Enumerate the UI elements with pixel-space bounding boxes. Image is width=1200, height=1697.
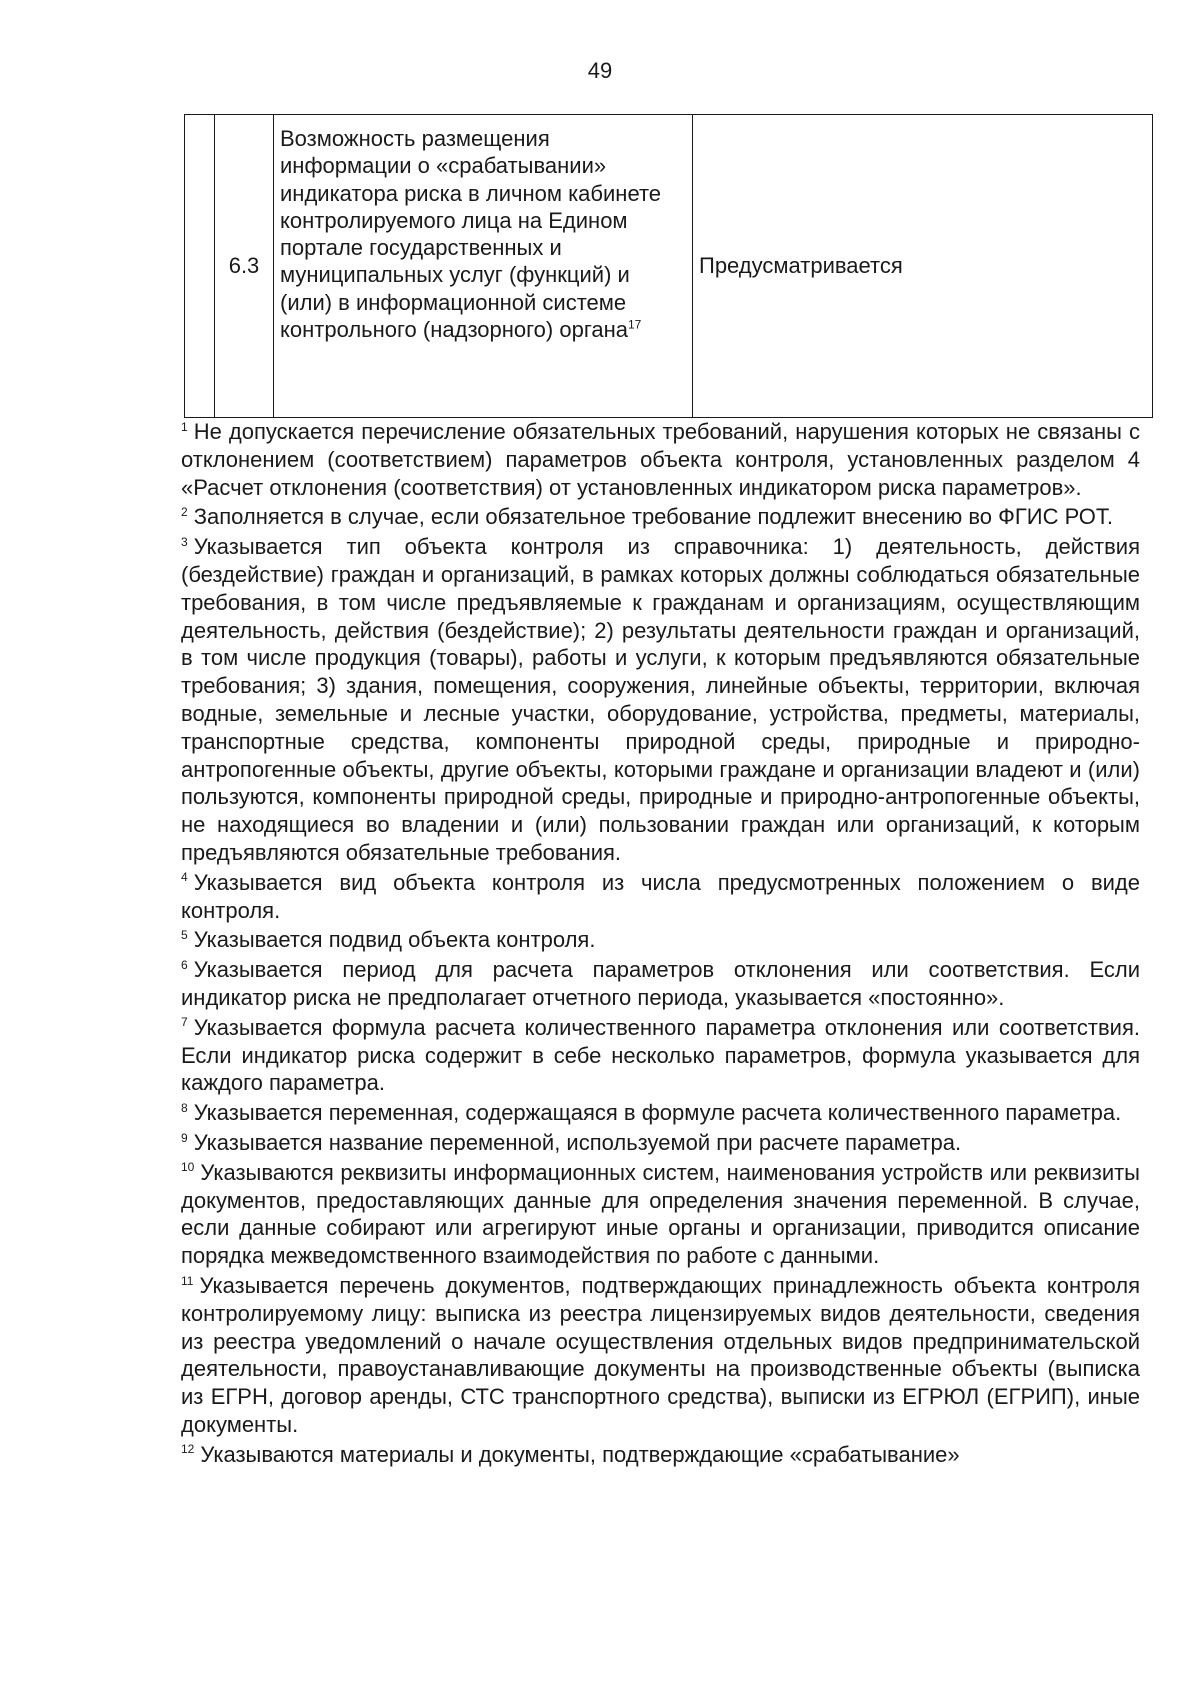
footnote-text: Указывается подвид объекта контроля. <box>193 927 596 953</box>
footnote-text: Указываются реквизиты информационных систем, наименования устройств или реквизиты документов, предоставляющих данные для определения значения переменной. В случае, если данные собирают или агрегируют иные органы и организации, приводится описание порядка межведомственного взаимодействия по работе с данными. <box>181 1159 1140 1269</box>
footnote-text: Не допускается перечисление обязательных требований, нарушения которых не связаны с отклонением (соответствием) параметров объекта контроля, установленных разделом 4 «Расчет отклонения (соответствия) от установленных индикатором риска параметров». <box>181 419 1140 500</box>
footnote-mark: 9 <box>181 1130 188 1145</box>
footnote-text: Указывается период для расчета параметров отклонения или соответствия. Если индикатор риска не предполагает отчетного периода, указывается «постоянно». <box>181 957 1140 1010</box>
footnote <box>181 1441 1140 1469</box>
row-description-note: 17 <box>627 317 642 332</box>
footnote-text: Указывается название переменной, используемой при расчете параметра. <box>193 1129 962 1155</box>
footnote-mark: 3 <box>181 534 188 549</box>
footnote-mark: 2 <box>181 505 188 520</box>
footnote <box>181 1272 1140 1439</box>
table-row <box>185 115 1153 418</box>
footnote-mark: 4 <box>181 870 188 885</box>
footnote-mark: 10 <box>181 1160 195 1175</box>
footnote <box>181 1014 1140 1097</box>
footnote-text: Указывается вид объекта контроля из числа предусмотренных положением о виде контроля. <box>181 869 1140 923</box>
footnote-text: Заполняется в случае, если обязательное требование подлежит внесению во ФГИС РОТ. <box>193 504 1114 530</box>
footnote <box>181 956 1140 1012</box>
footnote <box>181 1099 1140 1127</box>
footnote <box>181 418 1140 501</box>
footnote-text: Указывается перечень документов, подтверждающих принадлежность объекта контроля контролируемому лицу: выписка из реестра лицензируемых видов деятельности, сведения из реестра уведомлений о начале осуществления отдельных видов предпринимательской деятельности, правоустанавливающие документы на производственные объекты (выписка из ЕГРН, договор аренды, СТС транспортного средства), выписки из ЕГРЮЛ (ЕГРИП), иные документы. <box>181 1272 1140 1437</box>
footnote <box>181 533 1140 867</box>
table-cell-empty <box>185 115 215 418</box>
footnote-mark: 5 <box>181 928 188 943</box>
footnote-text: Указывается формула расчета количественного параметра отклонения или соответствия. Если индикатор риска содержит в себе несколько параметров, формула указывается для каждого параметра. <box>181 1014 1140 1096</box>
footnote-mark: 1 <box>181 419 188 434</box>
footnote-mark: 6 <box>181 957 188 972</box>
footnote-mark: 12 <box>181 1442 195 1457</box>
footnote-text: Указывается тип объекта контроля из справочника: 1) деятельность, действия (бездействие) граждан и организаций, в рамках которых должны соблюдаться обязательные требования, в том числе предъявляемые к гражданам и организациям, осуществляющим деятельность, действия (бездействие); 2) результаты деятельности граждан и организаций, в том числе продукция (товары), работы и услуги, к которым предъявляются обязательные требования; 3) здания, помещения, сооружения, линейные объекты, территории, включая водные, земельные и лесные участки, оборудование, устройства, предметы, материалы, транспортные средства, компоненты природной среды, природные и природно-антропогенные объекты, другие объекты, которыми граждане и организации владеют и (или) пользуются, компоненты природной среды, природные и природно-антропогенные объекты, не находящиеся во владении и (или) пользовании граждан или организаций, к которым предъявляются обязательные требования. <box>181 534 1140 865</box>
footnote-mark: 11 <box>181 1273 194 1288</box>
footnote <box>181 503 1140 531</box>
footnote-mark: 7 <box>181 1015 188 1030</box>
footnote <box>181 1129 1140 1157</box>
row-number: 6.3 <box>215 115 274 418</box>
footnote-mark: 8 <box>181 1100 188 1115</box>
row-value: Предусматривается <box>693 115 1153 418</box>
row-description-text: Возможность размещения информации о «срабатывании» индикатора риска в личном кабинете контролируемого лица на Едином портале государственных и муниципальных услуг (функций) и (или) в информационной системе контрольного (надзорного) органа <box>280 126 662 343</box>
requirements-table <box>184 114 1153 418</box>
footnote-text: Указываются материалы и документы, подтверждающие «срабатывание» <box>200 1441 960 1467</box>
footnote <box>181 926 1140 954</box>
page-number: 49 <box>587 58 613 83</box>
footnote <box>181 869 1140 925</box>
footnotes <box>181 418 1140 1470</box>
footnote <box>181 1159 1140 1270</box>
row-description <box>274 115 693 418</box>
footnote-text: Указывается переменная, содержащаяся в формуле расчета количественного параметра. <box>193 1100 1122 1126</box>
